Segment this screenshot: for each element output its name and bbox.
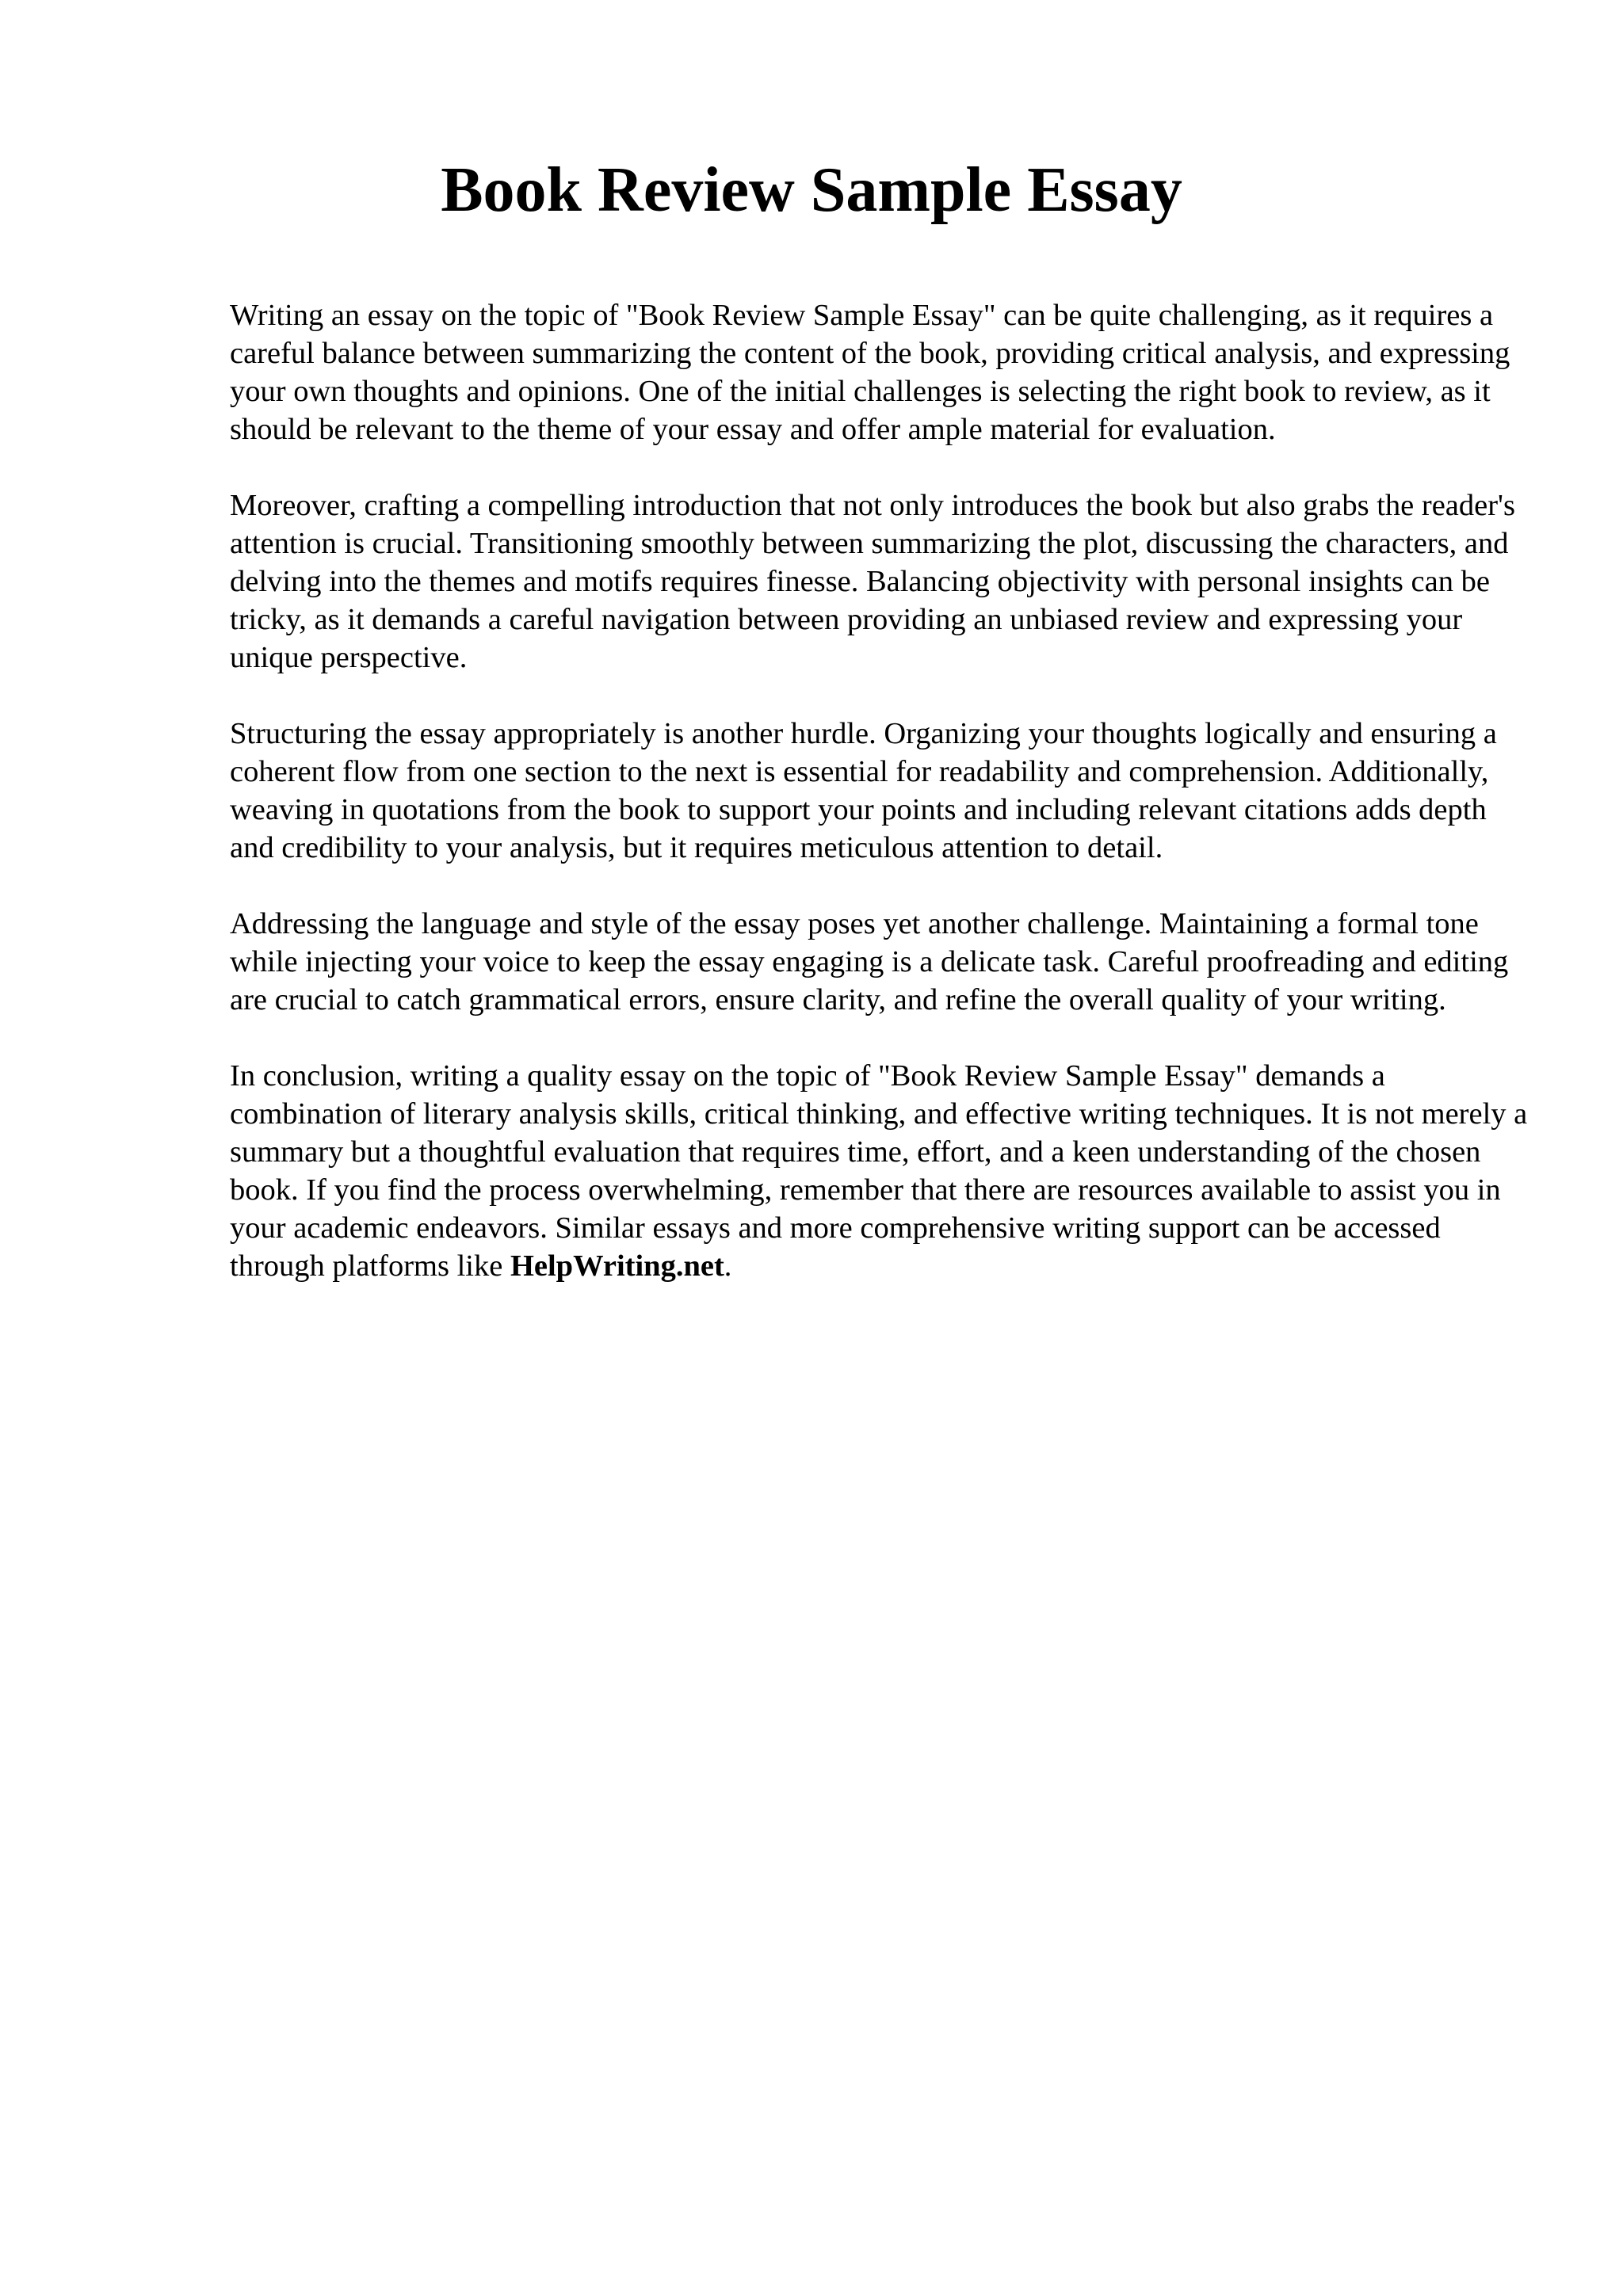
essay-body — [230, 296, 1529, 1285]
paragraph-4: Addressing the language and style of the essay poses yet another challenge. Maintaining a formal tone while injecting your voice to keep the essay engaging is a delicate task. Careful proofreading and editing are crucial to catch grammatical errors, ensure clarity, and refine the overall quality of your writing. — [230, 907, 1509, 1016]
conclusion-period: . — [724, 1249, 732, 1283]
page-title: Book Review Sample Essay — [441, 155, 1182, 225]
paragraph-2: Moreover, crafting a compelling introduction that not only introduces the book but also grabs the reader's attention is crucial. Transitioning smoothly between summarizing the plot, discussing the characters, and delving into the themes and motifs requires finesse. Balancing objectivity with personal insights can be tricky, as it demands a careful navigation between providing an unbiased review and expressing your unique perspective. — [230, 489, 1515, 674]
paragraph-conclusion — [230, 1057, 1529, 1285]
conclusion-text: In conclusion, writing a quality essay on the topic of "Book Review Sample Essay" demands a combination of literary analysis skills, critical thinking, and effective writing techniques. It is not merely a summary but a thoughtful evaluation that requires time, effort, and a keen understanding of the chosen book. If you find the process overwhelming, remember that there are resources available to assist you in your academic endeavors. Similar essays and more comprehensive writing support can be accessed through platforms like — [230, 1059, 1528, 1283]
paragraph-1: Writing an essay on the topic of "Book Review Sample Essay" can be quite challenging, as it requires a careful balance between summarizing the content of the book, providing critical analysis, and expressing your own thoughts and opinions. One of the initial challenges is selecting the right book to review, as it should be relevant to the theme of your essay and offer ample material for evaluation. — [230, 299, 1510, 446]
paragraph-3: Structuring the essay appropriately is another hurdle. Organizing your thoughts logically and ensuring a coherent flow from one section to the next is essential for readability and comprehension. Additionally, weaving in quotations from the book to support your points and including relevant citations adds depth and credibility to your analysis, but it requires meticulous attention to detail. — [230, 717, 1497, 864]
brand-link-text: HelpWriting.net — [510, 1249, 724, 1283]
